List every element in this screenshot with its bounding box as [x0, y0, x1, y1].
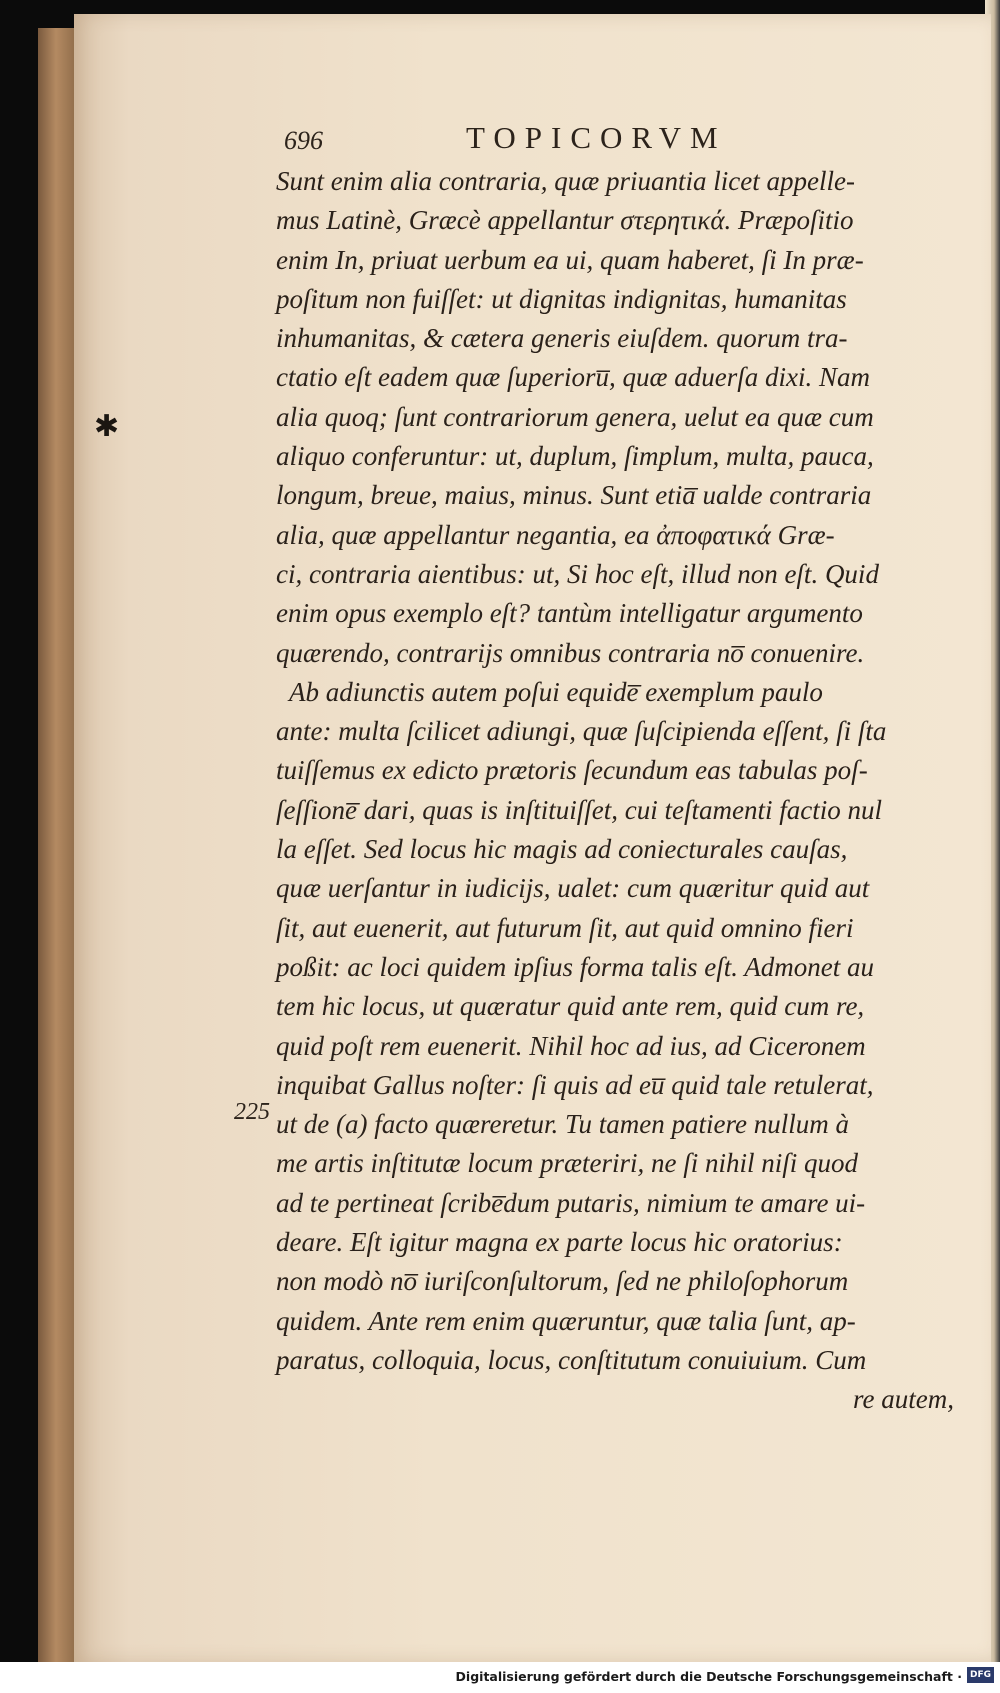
text-line: ci, contraria aientibus: ut, Si hoc eſt, illud non eſt. Quid — [276, 558, 879, 589]
text-line: ad te pertineat ſcribe̅dum putaris, nimium te amare ui- — [276, 1187, 866, 1218]
catchword: re autem, — [853, 1384, 954, 1415]
body-text — [276, 162, 976, 1420]
text-line: alia quoq; ſunt contrariorum genera, uelut ea quæ cum — [276, 401, 874, 432]
running-title: TOPICORVM — [466, 120, 727, 155]
marginal-note-number: 225 — [234, 1099, 270, 1125]
text-line: la eſſet. Sed locus hic magis ad coniecturales cauſas, — [276, 834, 848, 865]
text-line: Sunt enim alia contraria, quæ priuantia licet appelle- — [276, 166, 855, 196]
text-line: deare. Eſt igitur magna ex parte locus hic oratorius: — [276, 1227, 843, 1258]
text-line: inhumanitas, & cætera generis eiuſdem. quorum tra- — [276, 323, 848, 354]
text-line: ſit, aut euenerit, aut futurum ſit, aut quid omnino fieri — [276, 912, 854, 943]
text-line: enim opus exemplo eſt? tantùm intelligatur argumento — [276, 598, 863, 629]
text-line: mus Latinè, Græcè appellantur στερητικά. Præpoſitio — [276, 205, 854, 236]
text-line: aliquo conferuntur: ut, duplum, ſimplum, multa, pauca, — [276, 441, 874, 472]
text-line: quærendo, contrarijs omnibus contraria no̅ conuenire. — [276, 637, 865, 668]
text-line: tem hic locus, ut quæratur quid ante rem, quid cum re, — [276, 991, 865, 1022]
text-line: enim In, priuat uerbum ea ui, quam haberet, ſi In præ- — [276, 244, 864, 275]
text-line: quid poſt rem euenerit. Nihil hoc ad ius, ad Ciceronem — [276, 1030, 866, 1061]
text-line: quæ uerſantur in iudicijs, ualet: cum quæritur quid aut — [276, 873, 870, 904]
text-line: alia, quæ appellantur negantia, ea ἀποφατικά Græ- — [276, 519, 835, 550]
book-page — [74, 14, 991, 1662]
text-line: Ab adiunctis autem poſui equide̅ exemplum paulo — [276, 676, 823, 707]
text-line: paratus, colloquia, locus, conſtitutum conuiuium. Cum — [276, 1344, 867, 1375]
footer-bar — [0, 1662, 1000, 1693]
text-line: ut de (a) facto quæreretur. Tu tamen patiere nullum à — [276, 1109, 849, 1140]
text-line: ſeſſione̅ dari, quas is inſtituiſſet, cui teſtamenti factio nul — [276, 794, 882, 825]
dfg-logo: DFG — [967, 1667, 994, 1683]
text-line: quidem. Ante rem enim quæruntur, quæ talia ſunt, ap- — [276, 1305, 856, 1336]
footer-credit: Digitalisierung gefördert durch die Deutsche Forschungsgemeinschaft · — [455, 1669, 962, 1684]
text-line: ante: multa ſcilicet adiungi, quæ ſuſcipienda eſſent, ſi ſta — [276, 716, 887, 747]
book-cover-edge-left — [38, 28, 78, 1662]
text-line: poßit: ac loci quidem ipſius forma talis eſt. Admonet au — [276, 951, 874, 982]
text-line: inquibat Gallus noſter: ſi quis ad eu̅ quid tale retulerat, — [276, 1069, 874, 1100]
text-line: ctatio eſt eadem quæ ſuperioru̅, quæ aduerſa dixi. Nam — [276, 362, 870, 393]
marginal-asterisk-icon: ✱ — [94, 410, 120, 443]
text-line: tuiſſemus ex edicto prætoris ſecundum eas tabulas poſ- — [276, 755, 868, 786]
running-head — [74, 118, 991, 162]
text-line: non modò no̅ iuriſconſultorum, ſed ne philoſophorum — [276, 1266, 849, 1297]
text-line: poſitum non fuiſſet: ut dignitas indignitas, humanitas — [276, 283, 847, 314]
text-line: me artis inſtitutæ locum præteriri, ne ſi nihil niſi quod — [276, 1148, 859, 1179]
text-line: longum, breue, maius, minus. Sunt etia̅ ualde contraria — [276, 480, 872, 511]
page-number: 696 — [284, 126, 323, 155]
